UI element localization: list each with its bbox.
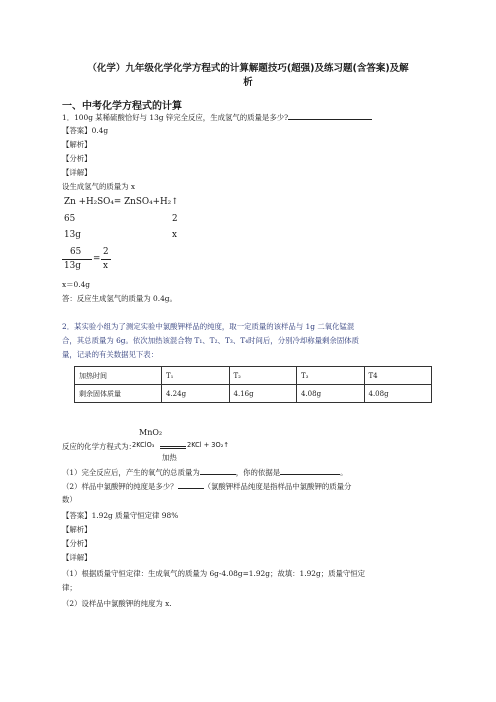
q1-fraction-bar (62, 259, 92, 260)
page-title (58, 62, 438, 90)
table-cell: T4 (364, 367, 432, 385)
table-cell: 4.08g (364, 385, 432, 403)
q2-detail-1: （1）根据质量守恒定律：生成氧气的质量为 6g-4.08g=1.92g；故填：1.92g；质量守恒定 (62, 569, 366, 578)
q2-fenxi: 【分析】 (62, 539, 92, 548)
q2-answer: 【答案】1.92g 质量守恒定律 98% (62, 511, 179, 520)
q1-jiexi: 【解析】 (62, 140, 92, 149)
reaction-product: 2KCl + 3O₂↑ (187, 441, 229, 449)
q2-sub2 (62, 481, 351, 492)
q1-question-text: 1．100g 某稀硫酸恰好与 13g 锌完全反应，生成氢气的质量是多少? (62, 113, 289, 122)
table-row (75, 385, 432, 403)
q2-detail-2: 律； (62, 583, 77, 592)
q1-answer-blank (288, 112, 372, 120)
q1-frac2-numerator: 2 (103, 247, 109, 257)
q2-sub2-text-a: （2）样品中氯酸钾的纯度是多少？ (62, 482, 178, 491)
q1-fraction-bar-2 (101, 259, 111, 260)
q1-fenxi: 【分析】 (62, 154, 92, 163)
reaction-prefix: 反应的化学方程式为： (62, 442, 136, 451)
title-line-1: （化学）九年级化学化学方程式的计算解题技巧(超强)及练习题(含答案)及解 (87, 63, 409, 74)
q1-mass-zn: 13g (64, 230, 81, 240)
q2-line-1: 2．某实验小组为了测定实验中氯酸钾样品的纯度，取一定质量的该样品与 1g 二氧化锰混 (62, 322, 355, 331)
q1-molar-mass-h2: 2 (172, 214, 178, 224)
q2-sub1-text-c: 。 (340, 468, 348, 477)
q2-line-2: 合，其总质量为 6g。依次加热该混合物 T₁、T₂、T₃、T₄时间后，分别冷却称量剩余固体质 (62, 336, 359, 345)
reaction-arrow-line-2 (160, 448, 186, 449)
table-cell: 4.16g (229, 385, 297, 403)
title-line-2: 析 (243, 77, 253, 88)
table-cell: T₃ (297, 367, 365, 385)
q1-question (62, 112, 372, 123)
q1-frac-numerator: 65 (70, 247, 82, 257)
q2-xiangjie: 【详解】 (62, 553, 92, 562)
q1-xiangjie: 【详解】 (62, 168, 92, 177)
table-row (75, 367, 432, 385)
section-heading: 一、中考化学方程式的计算 (62, 101, 182, 112)
heating-data-table (74, 366, 432, 403)
reaction-reactant: 2KClO₃ (132, 441, 155, 449)
reaction-catalyst: MnO₂ (139, 428, 163, 437)
q2-sub1-blank-2 (280, 467, 340, 475)
q2-jiexi: 【解析】 (62, 525, 92, 534)
table-cell: T₂ (229, 367, 297, 385)
q1-frac2-denominator: x (103, 261, 108, 271)
q2-sub1-text-a: （1）完全反应后，产生的氧气的总质量为 (62, 468, 200, 477)
table-cell: 剩余固体质量 (75, 385, 162, 403)
q1-answer: 【答案】0.4g (62, 126, 109, 135)
q1-equation: Zn +H₂SO₄= ZnSO₄+H₂↑ (64, 197, 179, 207)
table-cell: 4.24g (162, 385, 230, 403)
q2-sub1-blank-1 (200, 467, 236, 475)
table-cell: T₁ (162, 367, 230, 385)
q2-sub2-continued: 数） (62, 495, 77, 504)
q2-sub2-blank (178, 481, 204, 489)
reaction-condition: 加热 (162, 453, 177, 462)
q2-sub2-text-b: （氯酸钾样品纯度是指样品中氯酸钾的质量分 (203, 482, 352, 491)
reaction-arrow-line (160, 446, 186, 447)
q1-mass-h2: x (172, 230, 177, 240)
q2-sub1 (62, 467, 348, 478)
q1-result: x＝0.4g (62, 280, 91, 289)
table-cell: 4.08g (297, 385, 365, 403)
q1-frac-denominator: 13g (64, 261, 81, 271)
q1-frac-equals: = (93, 254, 101, 264)
q1-conclusion: 答：反应生成氢气的质量为 0.4g。 (62, 294, 177, 303)
table-cell: 加热时间 (75, 367, 162, 385)
q2-detail-3: （2）设样品中氯酸钾的纯度为 x. (62, 599, 172, 608)
q2-line-3: 量，记录的有关数据见下表： (62, 350, 159, 359)
q1-molar-mass-zn: 65 (64, 214, 76, 224)
q2-sub1-text-b: ，你的依据是 (235, 468, 281, 477)
q1-set-variable: 设生成氢气的质量为 x (62, 182, 136, 191)
